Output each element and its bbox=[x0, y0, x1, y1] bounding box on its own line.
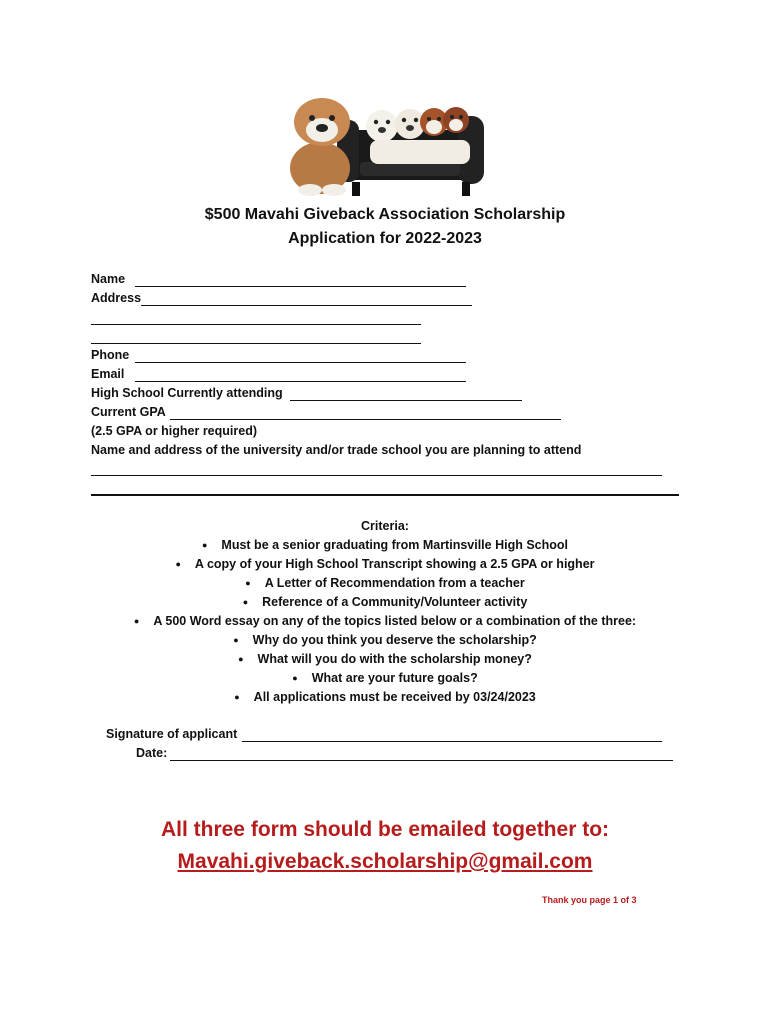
page-footer: Thank you page 1 of 3 bbox=[542, 895, 637, 905]
phone-field-label: Phone bbox=[91, 348, 130, 362]
criteria-subitem: ● What will you do with the scholarship money? bbox=[0, 650, 770, 669]
university-field-line[interactable] bbox=[91, 475, 662, 476]
bullet-icon: ● bbox=[175, 559, 181, 570]
university-field-line-2[interactable] bbox=[91, 494, 679, 496]
email-instructions: All three form should be emailed together to: bbox=[160, 818, 610, 841]
criteria-item: ● A copy of your High School Transcript showing a 2.5 GPA or higher bbox=[0, 555, 770, 574]
bulldogs-on-sofa-icon bbox=[282, 90, 494, 200]
page-subtitle: Application for 2022-2023 bbox=[288, 230, 482, 247]
criteria-deadline: ● All applications must be received by 03/24/2023 bbox=[0, 688, 770, 707]
address-field-label: Address bbox=[91, 291, 142, 305]
address-field-line[interactable] bbox=[141, 305, 472, 306]
name-field-label: Name bbox=[91, 272, 126, 286]
signature-field-line[interactable] bbox=[242, 741, 662, 742]
bullet-icon: ● bbox=[245, 578, 251, 589]
bullet-icon: ● bbox=[201, 540, 208, 551]
phone-field-line[interactable] bbox=[135, 362, 466, 363]
criteria-item: ● A Letter of Recommendation from a teacher bbox=[0, 574, 770, 593]
signature-label: Signature of applicant bbox=[106, 727, 238, 741]
bullet-icon: ● bbox=[242, 597, 249, 608]
bullet-icon: ● bbox=[238, 654, 244, 665]
gpa-field-label: Current GPA bbox=[91, 405, 166, 419]
bullet-icon: ● bbox=[233, 635, 239, 646]
email-link-row bbox=[0, 846, 770, 878]
bullet-icon: ● bbox=[234, 692, 240, 703]
criteria-section bbox=[0, 517, 770, 707]
criteria-item: ● A 500 Word essay on any of the topics listed below or a combination of the three: bbox=[0, 612, 770, 631]
high-school-field-label: High School Currently attending bbox=[91, 386, 283, 400]
gpa-requirement-note: (2.5 GPA or higher required) bbox=[91, 424, 257, 438]
criteria-item: ● Must be a senior graduating from Martinsville High School bbox=[0, 536, 770, 555]
university-field-label: Name and address of the university and/or trade school you are planning to attend bbox=[91, 443, 582, 457]
email-link[interactable]: Mavahi.giveback.scholarship@gmail.com bbox=[177, 850, 593, 873]
address-field-line-2[interactable] bbox=[91, 324, 421, 325]
high-school-field-line[interactable] bbox=[290, 400, 522, 401]
email-field-label: Email bbox=[91, 367, 125, 381]
bullet-icon: ● bbox=[292, 673, 298, 684]
name-field-line[interactable] bbox=[135, 286, 466, 287]
email-field-line[interactable] bbox=[135, 381, 466, 382]
date-label: Date: bbox=[136, 746, 168, 760]
date-field-line[interactable] bbox=[170, 760, 673, 761]
criteria-subitem: ● What are your future goals? bbox=[0, 669, 770, 688]
criteria-heading: Criteria: bbox=[361, 519, 409, 533]
bullet-icon: ● bbox=[133, 616, 140, 627]
criteria-item: ● Reference of a Community/Volunteer activity bbox=[0, 593, 770, 612]
address-field-line-3[interactable] bbox=[91, 343, 421, 344]
gpa-field-line[interactable] bbox=[170, 419, 561, 420]
criteria-subitem: ● Why do you think you deserve the scholarship? bbox=[0, 631, 770, 650]
page-title: $500 Mavahi Giveback Association Scholarship bbox=[204, 206, 566, 223]
